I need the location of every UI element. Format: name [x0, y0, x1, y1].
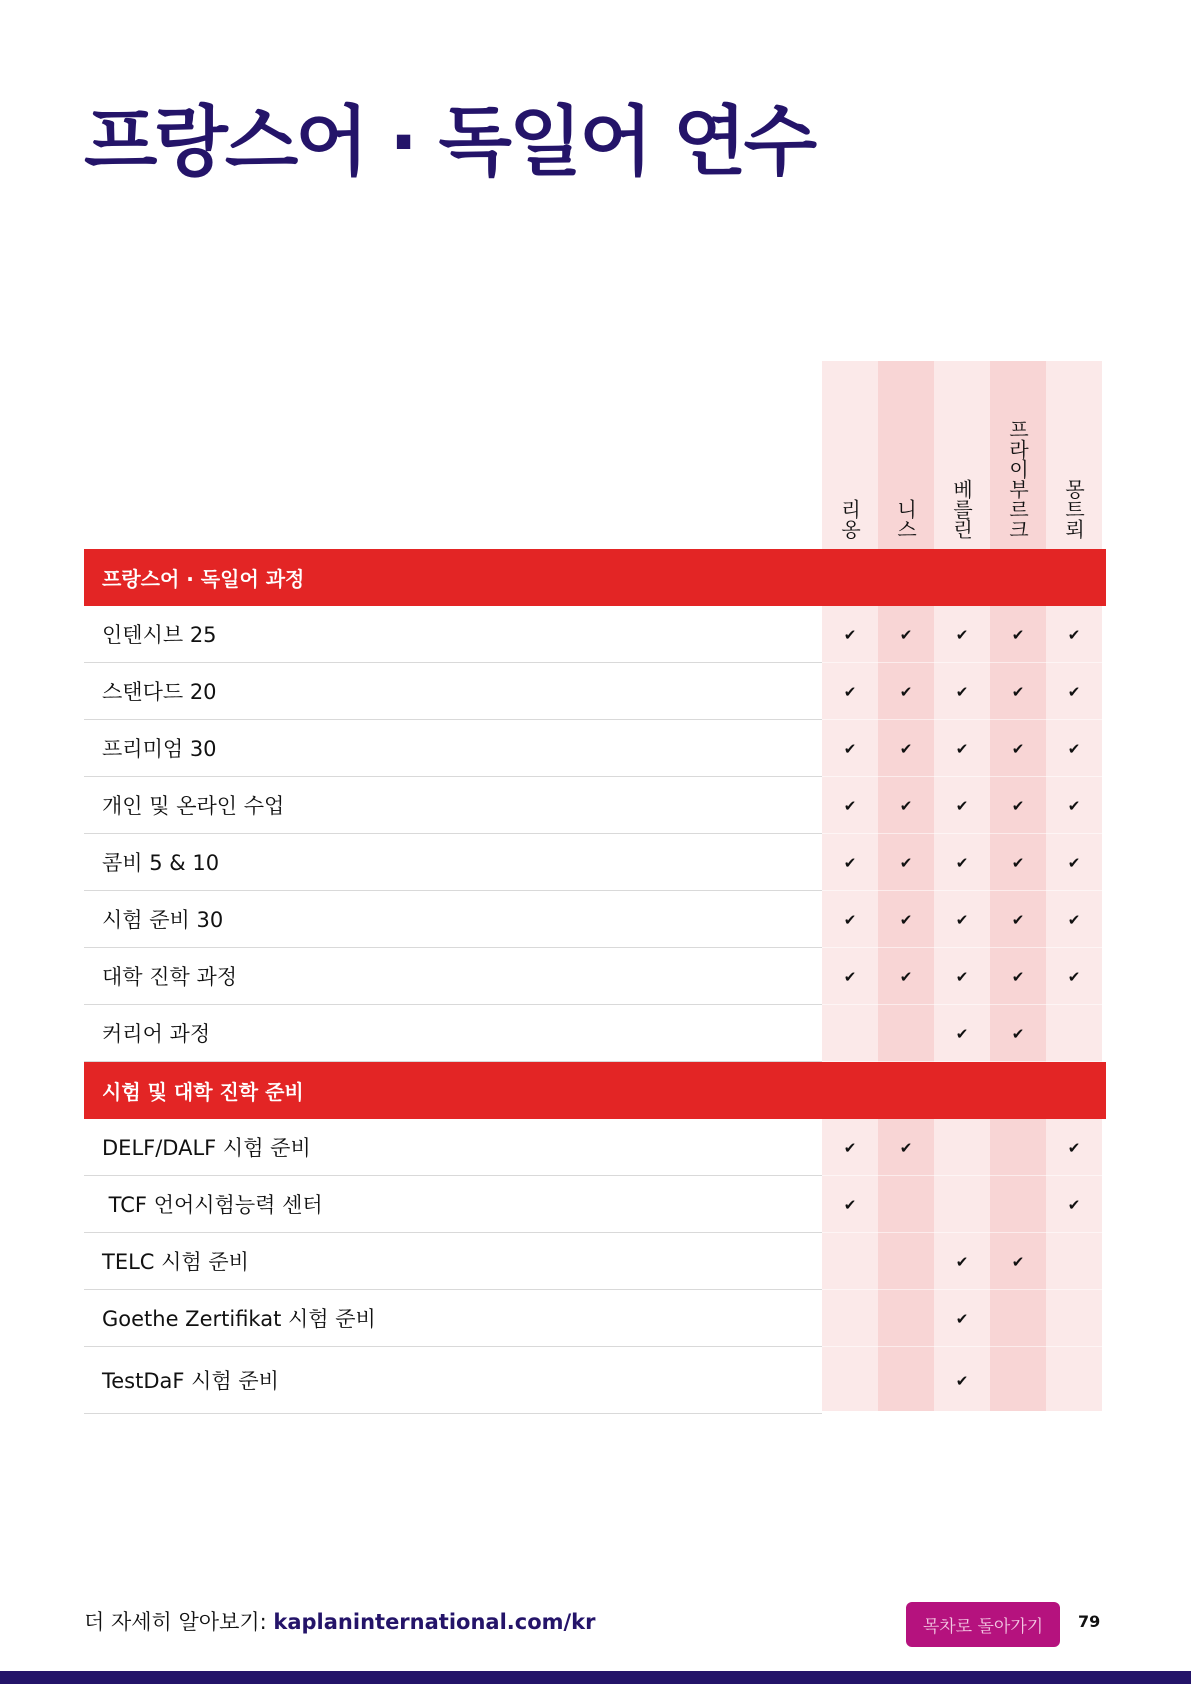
footer-link[interactable]: kaplaninternational.com/kr: [273, 1610, 596, 1634]
check-mark-icon: ✔: [955, 1309, 969, 1328]
table-row: [84, 606, 1106, 663]
check-mark-icon: ✔: [1067, 739, 1081, 758]
check-mark-icon: ✔: [899, 967, 913, 986]
page-number: 79: [1078, 1612, 1101, 1631]
check-mark-icon: ✔: [843, 910, 857, 929]
check-mark-icon: ✔: [843, 682, 857, 701]
check-mark-icon: ✔: [955, 1252, 969, 1271]
check-mark-icon: ✔: [1011, 1252, 1025, 1271]
table-row: [84, 1176, 1106, 1233]
row-label: TCF 언어시험능력 센터: [84, 1176, 822, 1233]
table-row: [84, 663, 1106, 720]
column-header-montreux: [1046, 361, 1102, 549]
row-label: 커리어 과정: [84, 1005, 822, 1062]
table-row: [84, 1233, 1106, 1290]
table-row: [84, 1347, 1106, 1414]
check-mark-icon: ✔: [955, 910, 969, 929]
check-mark-icon: ✔: [843, 1138, 857, 1157]
check-mark-icon: ✔: [955, 853, 969, 872]
check-mark-icon: ✔: [843, 796, 857, 815]
row-label: TestDaF 시험 준비: [84, 1347, 822, 1414]
row-label: TELC 시험 준비: [84, 1233, 822, 1290]
row-label: Goethe Zertifikat 시험 준비: [84, 1290, 822, 1347]
check-mark-icon: ✔: [1011, 682, 1025, 701]
row-label: DELF/DALF 시험 준비: [84, 1119, 822, 1176]
check-mark-icon: ✔: [955, 739, 969, 758]
check-mark-icon: ✔: [843, 625, 857, 644]
column-header-lyon: [822, 361, 878, 549]
table-row: [84, 777, 1106, 834]
check-mark-icon: ✔: [899, 853, 913, 872]
check-mark-icon: ✔: [1011, 967, 1025, 986]
table-row: [84, 720, 1106, 777]
row-label: 인텐시브 25: [84, 606, 822, 663]
row-label: 프리미엄 30: [84, 720, 822, 777]
check-mark-icon: ✔: [1067, 796, 1081, 815]
check-mark-icon: ✔: [899, 1138, 913, 1157]
page-title: 프랑스어 · 독일어 연수: [84, 97, 814, 186]
footer-text: [84, 1606, 596, 1636]
row-label: 콤비 5 & 10: [84, 834, 822, 891]
check-mark-icon: ✔: [1011, 796, 1025, 815]
row-label: 스탠다드 20: [84, 663, 822, 720]
check-mark-icon: ✔: [955, 967, 969, 986]
check-mark-icon: ✔: [1011, 1024, 1025, 1043]
check-mark-icon: ✔: [1067, 853, 1081, 872]
check-mark-icon: ✔: [843, 1195, 857, 1214]
check-mark-icon: ✔: [955, 625, 969, 644]
check-mark-icon: ✔: [1011, 625, 1025, 644]
section-header: 시험 및 대학 진학 준비: [84, 1062, 1106, 1119]
column-header-label: 리옹: [837, 499, 862, 539]
check-mark-icon: ✔: [1067, 1138, 1081, 1157]
table-row: [84, 948, 1106, 1005]
check-mark-icon: ✔: [955, 682, 969, 701]
table-row: [84, 1290, 1106, 1347]
back-to-toc-button[interactable]: 목차로 돌아가기: [906, 1602, 1060, 1647]
check-mark-icon: ✔: [955, 796, 969, 815]
check-mark-icon: ✔: [1011, 853, 1025, 872]
check-mark-icon: ✔: [955, 1024, 969, 1043]
check-mark-icon: ✔: [1011, 910, 1025, 929]
check-mark-icon: ✔: [1011, 739, 1025, 758]
check-mark-icon: ✔: [899, 625, 913, 644]
table-row: [84, 1005, 1106, 1062]
check-mark-icon: ✔: [899, 682, 913, 701]
table-row: [84, 891, 1106, 948]
section-header: 프랑스어 · 독일어 과정: [84, 549, 1106, 606]
column-header-freiburg: [990, 361, 1046, 549]
row-label: 대학 진학 과정: [84, 948, 822, 1005]
check-mark-icon: ✔: [1067, 910, 1081, 929]
check-mark-icon: ✔: [843, 739, 857, 758]
table-row: [84, 1119, 1106, 1176]
column-header-label: 프라이부르크: [1005, 419, 1030, 539]
check-mark-icon: ✔: [955, 1371, 969, 1390]
footer-prefix: 더 자세히 알아보기:: [84, 1610, 274, 1634]
check-mark-icon: ✔: [1067, 967, 1081, 986]
column-header-label: 베를린: [949, 479, 974, 539]
row-label: 개인 및 온라인 수업: [84, 777, 822, 834]
check-mark-icon: ✔: [899, 796, 913, 815]
check-mark-icon: ✔: [1067, 625, 1081, 644]
check-mark-icon: ✔: [899, 910, 913, 929]
column-header-label: 몽트뢰: [1061, 479, 1086, 539]
check-mark-icon: ✔: [843, 967, 857, 986]
row-label: 시험 준비 30: [84, 891, 822, 948]
column-header-berlin: [934, 361, 990, 549]
check-mark-icon: ✔: [1067, 1195, 1081, 1214]
check-mark-icon: ✔: [899, 739, 913, 758]
check-mark-icon: ✔: [843, 853, 857, 872]
check-mark-icon: ✔: [1067, 682, 1081, 701]
column-header-nice: [878, 361, 934, 549]
table-row: [84, 834, 1106, 891]
course-table: [84, 549, 1106, 1414]
bottom-bar: [0, 1671, 1191, 1684]
column-header-label: 니스: [893, 499, 918, 539]
